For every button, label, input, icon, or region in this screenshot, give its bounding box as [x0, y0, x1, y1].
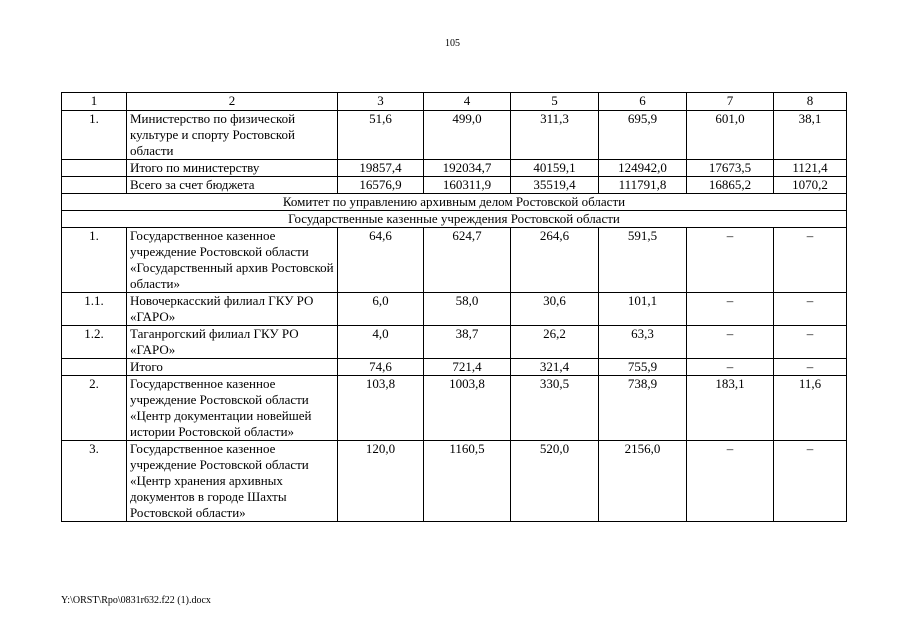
value-cell: 64,6	[338, 228, 424, 293]
value-cell: 26,2	[511, 326, 599, 359]
value-cell: 51,6	[338, 111, 424, 160]
value-cell: 1121,4	[774, 160, 847, 177]
value-cell: 58,0	[424, 293, 511, 326]
section-header-committee	[62, 194, 847, 211]
value-cell: –	[774, 293, 847, 326]
column-header: 6	[599, 93, 687, 111]
value-cell: –	[687, 293, 774, 326]
file-path-footer: Y:\ORST\Rpo\0831r632.f22 (1).docx	[61, 595, 211, 606]
row-number: 1.	[62, 228, 127, 293]
value-cell: –	[774, 359, 847, 376]
value-cell: 695,9	[599, 111, 687, 160]
value-cell: 17673,5	[687, 160, 774, 177]
value-cell: –	[687, 441, 774, 522]
table-row	[62, 326, 847, 359]
value-cell: 520,0	[511, 441, 599, 522]
value-cell: 2156,0	[599, 441, 687, 522]
section-header-institutions	[62, 211, 847, 228]
value-cell: 1003,8	[424, 376, 511, 441]
value-cell: 111791,8	[599, 177, 687, 194]
value-cell: 6,0	[338, 293, 424, 326]
table-row	[62, 111, 847, 160]
row-number: 2.	[62, 376, 127, 441]
value-cell: 183,1	[687, 376, 774, 441]
value-cell: 624,7	[424, 228, 511, 293]
table-row	[62, 359, 847, 376]
value-cell: 1070,2	[774, 177, 847, 194]
value-cell: 601,0	[687, 111, 774, 160]
column-header: 2	[127, 93, 338, 111]
row-number: 1.1.	[62, 293, 127, 326]
row-number: 1.	[62, 111, 127, 160]
row-name: Государственное казенное учреждение Ростовской области «Центр документации новейшей истории Ростовской области»	[127, 376, 338, 441]
value-cell: 160311,9	[424, 177, 511, 194]
value-cell: 264,6	[511, 228, 599, 293]
value-cell: 738,9	[599, 376, 687, 441]
value-cell: 755,9	[599, 359, 687, 376]
budget-table	[61, 92, 847, 522]
value-cell: 74,6	[338, 359, 424, 376]
page-number: 105	[445, 38, 460, 49]
value-cell: 591,5	[599, 228, 687, 293]
table-row	[62, 376, 847, 441]
row-number	[62, 359, 127, 376]
column-header: 5	[511, 93, 599, 111]
row-name: Новочеркасский филиал ГКУ РО «ГАРО»	[127, 293, 338, 326]
table-row	[62, 441, 847, 522]
value-cell: 499,0	[424, 111, 511, 160]
value-cell: 101,1	[599, 293, 687, 326]
table-header-row	[62, 93, 847, 111]
value-cell: 103,8	[338, 376, 424, 441]
value-cell: 16576,9	[338, 177, 424, 194]
row-number: 1.2.	[62, 326, 127, 359]
section-title: Государственные казенные учреждения Ростовской области	[62, 211, 847, 228]
row-number: 3.	[62, 441, 127, 522]
value-cell: –	[687, 228, 774, 293]
row-number	[62, 160, 127, 177]
column-header: 1	[62, 93, 127, 111]
value-cell: 1160,5	[424, 441, 511, 522]
value-cell: 30,6	[511, 293, 599, 326]
value-cell: 35519,4	[511, 177, 599, 194]
value-cell: 721,4	[424, 359, 511, 376]
table-row	[62, 293, 847, 326]
value-cell: 11,6	[774, 376, 847, 441]
row-number	[62, 177, 127, 194]
column-header: 8	[774, 93, 847, 111]
value-cell: –	[774, 228, 847, 293]
table-row	[62, 177, 847, 194]
value-cell: 4,0	[338, 326, 424, 359]
value-cell: 192034,7	[424, 160, 511, 177]
value-cell: –	[774, 326, 847, 359]
value-cell: 311,3	[511, 111, 599, 160]
column-header: 7	[687, 93, 774, 111]
value-cell: 38,1	[774, 111, 847, 160]
row-name: Всего за счет бюджета	[127, 177, 338, 194]
column-header: 4	[424, 93, 511, 111]
value-cell: 120,0	[338, 441, 424, 522]
value-cell: 38,7	[424, 326, 511, 359]
value-cell: 40159,1	[511, 160, 599, 177]
row-name: Итого	[127, 359, 338, 376]
row-name: Министерство по физической культуре и спорту Ростовской области	[127, 111, 338, 160]
table-row	[62, 228, 847, 293]
value-cell: 16865,2	[687, 177, 774, 194]
table-row	[62, 160, 847, 177]
column-header: 3	[338, 93, 424, 111]
row-name: Таганрогский филиал ГКУ РО «ГАРО»	[127, 326, 338, 359]
row-name: Государственное казенное учреждение Ростовской области «Государственный архив Ростовской области»	[127, 228, 338, 293]
value-cell: 321,4	[511, 359, 599, 376]
value-cell: –	[687, 326, 774, 359]
value-cell: 19857,4	[338, 160, 424, 177]
section-title: Комитет по управлению архивным делом Ростовской области	[62, 194, 847, 211]
value-cell: 330,5	[511, 376, 599, 441]
value-cell: –	[774, 441, 847, 522]
row-name: Государственное казенное учреждение Ростовской области «Центр хранения архивных документов в городе Шахты Ростовской области»	[127, 441, 338, 522]
value-cell: 124942,0	[599, 160, 687, 177]
value-cell: 63,3	[599, 326, 687, 359]
row-name: Итого по министерству	[127, 160, 338, 177]
value-cell: –	[687, 359, 774, 376]
